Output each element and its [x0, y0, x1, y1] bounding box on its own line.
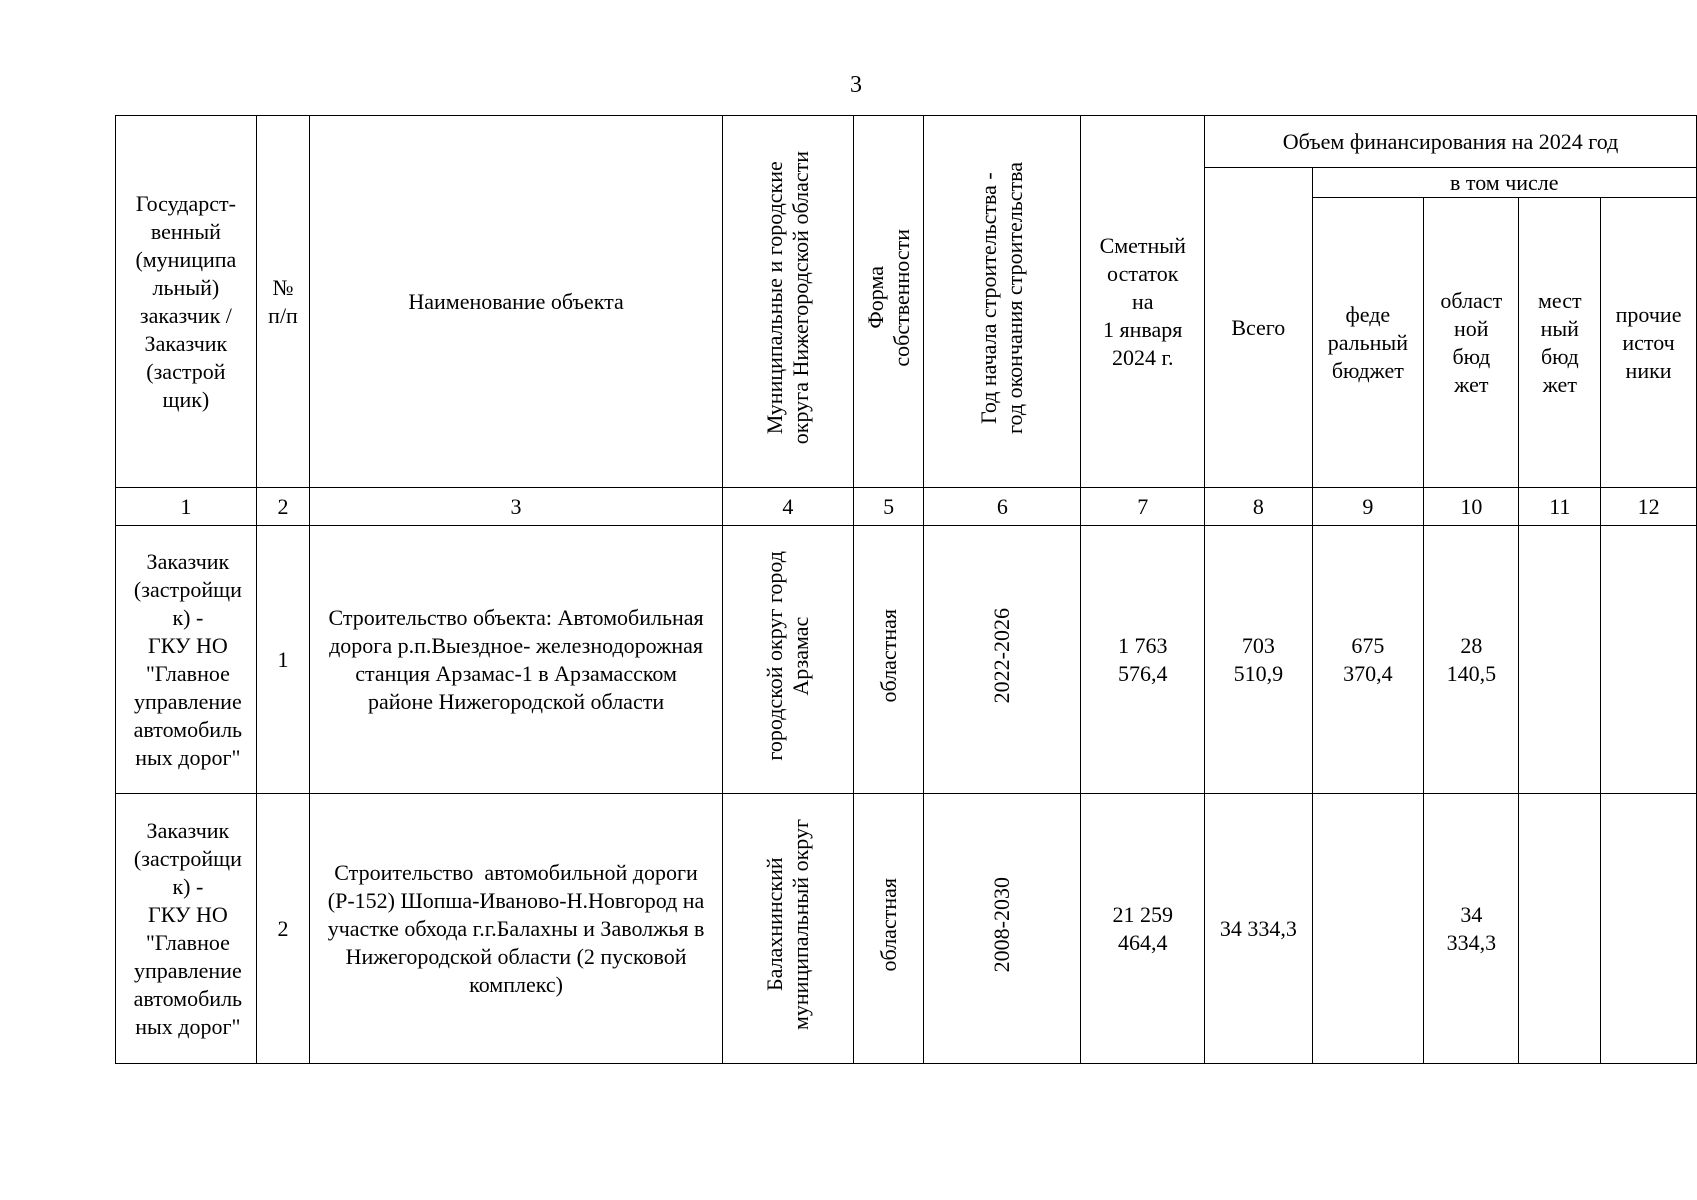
table-row — [116, 526, 1697, 794]
column-number: 6 — [924, 488, 1081, 526]
row-ownership: областная — [853, 794, 923, 1064]
row-other — [1601, 794, 1697, 1064]
row-no: 2 — [256, 794, 309, 1064]
column-number: 9 — [1312, 488, 1424, 526]
row-total: 703 510,9 — [1205, 526, 1312, 794]
row-years: 2022-2026 — [924, 526, 1081, 794]
header-municipality: Муниципальные и городские округа Нижегородской области — [722, 116, 853, 488]
row-estimated-balance: 1 763 576,4 — [1081, 526, 1205, 794]
page-number: 3 — [850, 72, 862, 98]
header-estimated-balance: Сметный остаток на 1 января 2024 г. — [1081, 116, 1205, 488]
row-total: 34 334,3 — [1205, 794, 1312, 1064]
column-number: 3 — [310, 488, 723, 526]
header-years: Год начала строительства - год окончания строительства — [924, 116, 1081, 488]
row-local — [1519, 526, 1601, 794]
header-funding-group: Объем финансирования на 2024 год — [1205, 116, 1697, 168]
row-local — [1519, 794, 1601, 1064]
column-number-row — [116, 488, 1697, 526]
row-customer: Заказчик (застройщи к) - ГКУ НО "Главное управление автомобиль ных дорог" — [116, 794, 257, 1064]
column-number: 12 — [1601, 488, 1697, 526]
row-years: 2008-2030 — [924, 794, 1081, 1064]
row-municipality: Балахнинский муниципальный округ — [722, 794, 853, 1064]
column-number: 8 — [1205, 488, 1312, 526]
column-number: 7 — [1081, 488, 1205, 526]
column-number: 4 — [722, 488, 853, 526]
row-no: 1 — [256, 526, 309, 794]
header-including: в том числе — [1312, 168, 1696, 198]
row-municipality: городской округ город Арзамас — [722, 526, 853, 794]
header-customer: Государст- венный (муниципа льный) заказчик / Заказчик (застрой щик) — [116, 116, 257, 488]
header-other: прочие источ ники — [1601, 198, 1697, 488]
header-row-no: № п/п — [256, 116, 309, 488]
row-object-name: Строительство объекта: Автомобильная дорога р.п.Выездное- железнодорожная станция Арзамас-1 в Арзамасском районе Нижегородской области — [310, 526, 723, 794]
column-number: 5 — [853, 488, 923, 526]
row-federal — [1312, 794, 1424, 1064]
column-number: 2 — [256, 488, 309, 526]
header-object-name: Наименование объекта — [310, 116, 723, 488]
header-total: Всего — [1205, 168, 1312, 488]
row-federal: 675 370,4 — [1312, 526, 1424, 794]
row-regional: 34 334,3 — [1424, 794, 1519, 1064]
row-estimated-balance: 21 259 464,4 — [1081, 794, 1205, 1064]
column-number: 10 — [1424, 488, 1519, 526]
column-number: 11 — [1519, 488, 1601, 526]
row-object-name: Строительство автомобильной дороги (Р-152) Шопша-Иваново-Н.Новгород на участке обхода г.г.Балахны и Заволжья в Нижегородской области (2 пусковой комплекс) — [310, 794, 723, 1064]
table-row — [116, 794, 1697, 1064]
column-number: 1 — [116, 488, 257, 526]
row-regional: 28 140,5 — [1424, 526, 1519, 794]
row-other — [1601, 526, 1697, 794]
header-ownership: Форма собственности — [853, 116, 923, 488]
row-customer: Заказчик (застройщи к) - ГКУ НО "Главное управление автомобиль ных дорог" — [116, 526, 257, 794]
row-ownership: областная — [853, 526, 923, 794]
header-regional: област ной бюд жет — [1424, 198, 1519, 488]
header-federal: феде ральный бюджет — [1312, 198, 1424, 488]
funding-table — [115, 115, 1697, 1064]
header-local: мест ный бюд жет — [1519, 198, 1601, 488]
